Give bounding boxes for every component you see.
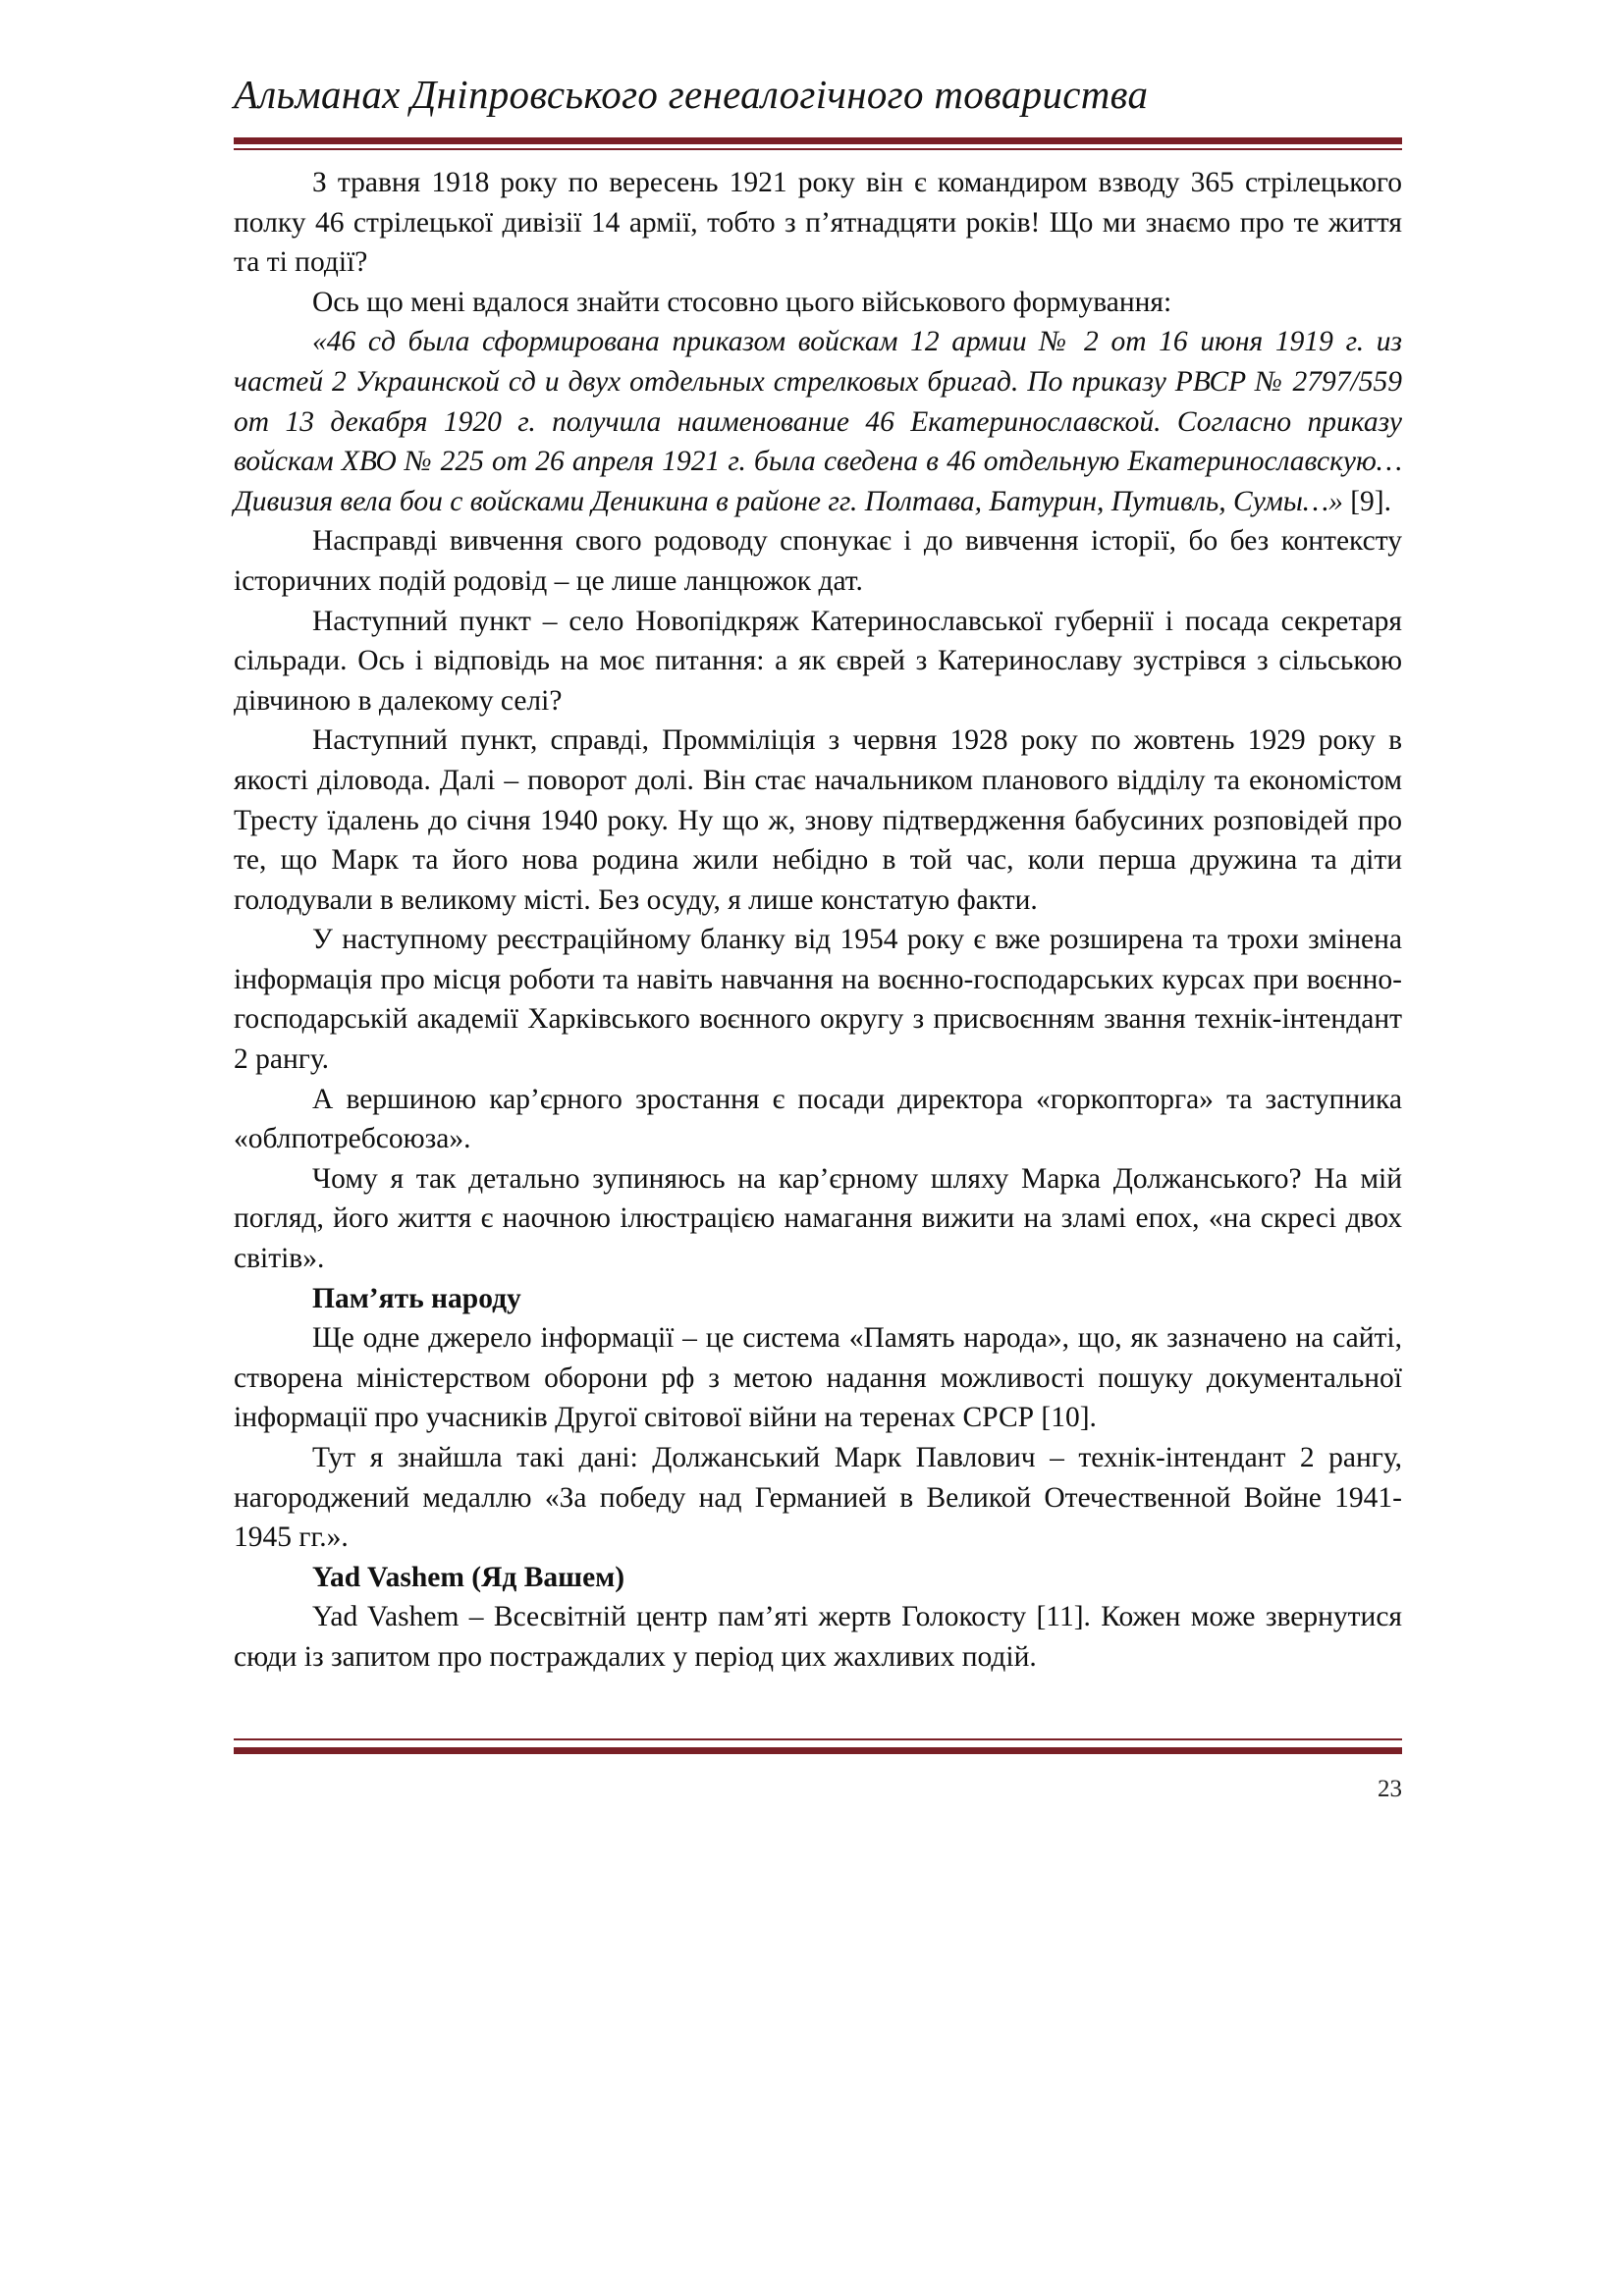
paragraph: Тут я знайшла такі дані: Должанський Марк Павлович – технік-інтендант 2 рангу, нагороджений медаллю «За победу над Германией в Великой Отечественной Войне 1941-1945 гг.».	[234, 1442, 1402, 1554]
page-number: 23	[1378, 1776, 1402, 1802]
header-rule-thin	[234, 148, 1402, 150]
paragraph: У наступному реєстраційному бланку від 1954 року є вже розширена та трохи змінена інформація про місця роботи та навіть навчання на воєнно-господарських курсах при воєнно-господарській академії Харківського воєнного округу з присвоєнням звання технік-інтендант 2 рангу.	[234, 924, 1402, 1076]
paragraph: Наступний пункт, справді, Промміліція з червня 1928 року по жовтень 1929 року в якості діловода. Далі – поворот долі. Він стає начальником планового відділу та економістом Тресту їдалень до січня 1940 року. Ну що ж, знову підтвердження бабусиних розповідей про те, що Марк та його нова родина жили небідно в той час, коли перша дружина та діти голодували в великому місті. Без осуду, я лише констатую факти.	[234, 724, 1402, 916]
quotation-text: «46 сд была сформирована приказом войскам 12 армии № 2 от 16 июня 1919 г. из частей 2 Украинской сд и двух отдельных стрелковых бригад. По приказу РВСР № 2797/559 от 13 декабря 1920 г. получила наименование 46 Екатеринославской. Согласно приказу войскам ХВО № 225 от 26 апреля 1921 г. была сведена в 46 отдельную Екатеринославскую… Дивизия вела бои с войсками Деникина в районе гг. Полтава, Батурин, Путивль, Сумы…»	[234, 326, 1402, 517]
body-text	[234, 163, 1402, 1678]
citation-reference: [9].	[1342, 485, 1392, 517]
paragraph: Чому я так детально зупиняюсь на кар’єрному шляху Марка Должанського? На мій погляд, його життя є наочною ілюстрацією намагання вижити на зламі епох, «на скресі двох світів».	[234, 1162, 1402, 1275]
quotation-paragraph	[234, 322, 1402, 521]
paragraph: А вершиною кар’єрного зростання є посади директора «горкопторга» та заступника «облпотребсоюза».	[234, 1083, 1402, 1155]
paragraph: Насправді вивчення свого родоводу спонукає і до вивчення історії, бо без контексту історичних подій родовід – це лише ланцюжок дат.	[234, 525, 1402, 597]
footer-rule-thin	[234, 1738, 1402, 1740]
section-heading: Yad Vashem (Яд Вашем)	[312, 1561, 625, 1593]
header-rule-thick	[234, 137, 1402, 144]
running-header-title: Альманах Дніпровського генеалогічного товариства	[234, 72, 1149, 117]
paragraph: З травня 1918 року по вересень 1921 року він є командиром взводу 365 стрілецького полку 46 стрілецької дивізії 14 армії, тобто з п’ятнадцяти років! Що ми знаємо про те життя та ті події?	[234, 167, 1402, 279]
section-heading: Пам’ять народу	[312, 1282, 521, 1314]
paragraph: Yad Vashem – Всесвітній центр пам’яті жертв Голокосту [11]. Кожен може звернутися сюди із запитом про постраждалих у період цих жахливих подій.	[234, 1601, 1402, 1673]
footer-rule-thick	[234, 1747, 1402, 1754]
paragraph: Ще одне джерело інформації – це система «Память народа», що, як зазначено на сайті, створена міністерством оборони рф з метою надання можливості пошуку документальної інформації про учасників Другої світової війни на теренах СРСР [10].	[234, 1322, 1402, 1434]
paragraph: Наступний пункт – село Новопідкряж Катеринославської губернії і посада секретаря сільради. Ось і відповідь на моє питання: а як єврей з Катеринославу зустрівся з сільською дівчиною в далекому селі?	[234, 605, 1402, 717]
paragraph: Ось що мені вдалося знайти стосовно цього військового формування:	[312, 286, 1172, 318]
